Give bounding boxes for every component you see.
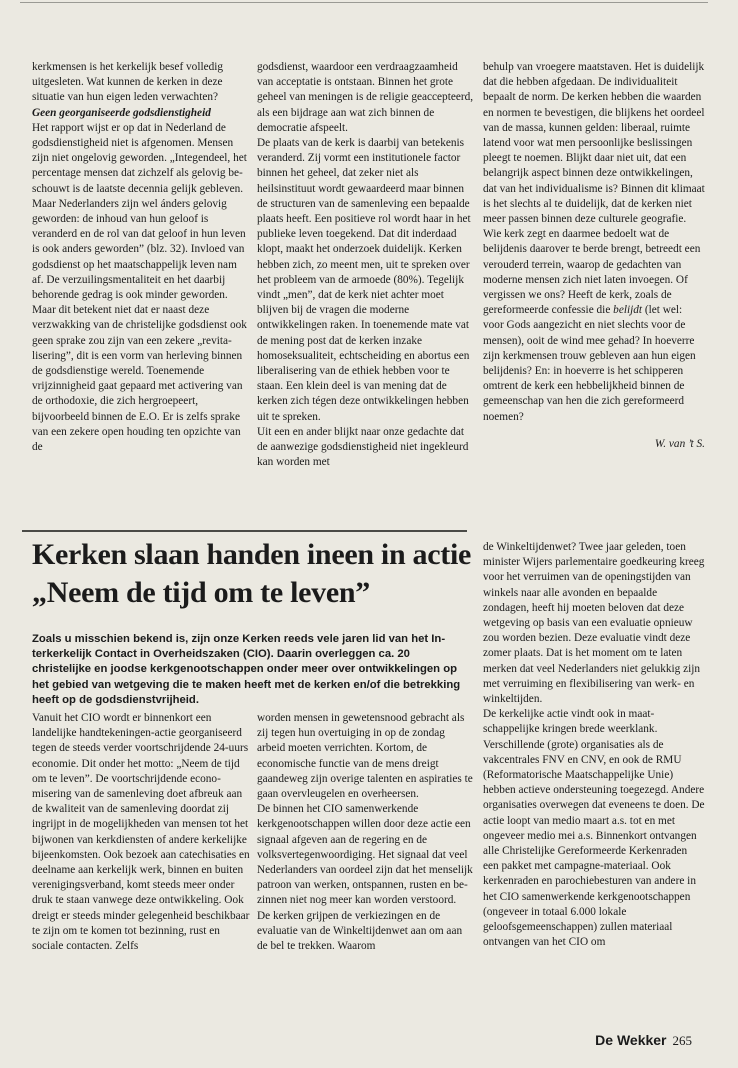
body-paragraph: Uit een en ander blijkt naar onze gedachte dat de aanwezige godsdienstigheid niet ingekleurd kan worden met [257, 425, 469, 469]
section-subheading: Geen georganiseerde godsdienstigheid [32, 106, 211, 119]
article-intro: Zoals u misschien bekend is, zijn onze Kerken reeds vele jaren lid van het Interkerkelijk Contact in Overheidszaken (CIO). Daarin overleggen ca. 20 christelijke en joodse kerkgenootschappen onder meer over ontwikkelingen op het gebied van wetgeving die te maken heeft met de kerken en/of die betrekking heeft op de godsdienstvrijheid. [32, 633, 461, 706]
body-paragraph [483, 60, 705, 425]
text-run: behulp van vroegere maatstaven. Het is duidelijk dat die hebben afgedaan. De individualiteit bepaalt de norm. De kerken hebben die waarden en normen te bevestigen, die blijkens het oordeel van de massa, kunnen gelden: liberaal, ruimte latend voor wat men persoonlijke beslissingen pleegt te noemen. Blijkt daar niet uit, dat een belangrijk aspect binnen deze ontwikkelingen, dat van het individualisme is? Binnen dit klimaat is het slechts al te duidelijk, dat de kerken niet meer passen binnen deze culturele geografie. Wie kerk zegt en daarmee bedoelt wat de belijdenis daarover te berde brengt, betreedt een verouderd terrein, waarop de gedachten van moderne mensen zich niet laten invoegen. Of vergissen we ons? Heeft de kerk, zoals de gereformeerde confessie die [483, 61, 705, 317]
body-paragraph: godsdienst, waardoor een verdraagzaamheid van acceptatie is ontstaan. Binnen het grote geheel van meningen is de religie geaccepteerd, als een bijdrage aan wat zich binnen de democratie afspeelt. [257, 61, 474, 134]
emphasis-text: belijdt [613, 304, 643, 317]
article1-column-2 [257, 60, 475, 470]
body-paragraph: de Winkeltijdenwet? Twee jaar geleden, toen minister Wijers parlementaire goedkeuring kreeg voor het verruimen van de openingstijden van winkels naar alle avonden en bepaalde zondagen, heeft hij moeten beloven dat deze wetgeving op basis van een evaluatie opnieuw zou worden bezien. Deze evaluatie vindt deze zomer plaats. Dat is het moment om te laten merken dat veel Nederlanders niet gelukkig zijn met verruiming en flexibilisering van werk- en winkeltijden. [483, 541, 705, 706]
article-divider [22, 530, 467, 532]
article1-column-1 [32, 60, 250, 455]
body-paragraph: De kerken grijpen de verkiezingen en de evaluatie van de Winkeltijdenwet aan om aan de bel te trekken. Waarom [257, 909, 463, 953]
body-paragraph: De plaats van de kerk is daarbij van betekenis veranderd. Zij vormt een institutionele factor binnen het geheel, dat zeker niet als heilsinstituut wordt gewaardeerd maar binnen de structuren van de samenleving een bepaalde plaats heeft. Een positieve rol wordt haar in het publieke leven toegekend. Dat dit inderdaad klopt, maakt het onderzoek duidelijk. Kerken hebben zich, zo meent men, uit te spreken over het probleem van de armoede (80%). Tegelijk vindt „men”, dat de kerk niet achter moet blijven bij de vragen die moderne ontwikkelingen raken. In toenemende mate vat de mening post dat de kerken inzake homoseksualiteit, echtscheiding en abortus een liberalisering van de ethiek hebben voor te staan. Een klein deel is van mening dat de kerken zich tégen deze ontwikkelingen hebben uit te spreken. [257, 137, 471, 423]
article-headline [32, 536, 472, 612]
headline-line-1: Kerken slaan handen ineen in actie [32, 538, 472, 571]
article2-column-3 [483, 540, 705, 950]
article1-column-3 [483, 60, 705, 452]
headline-line-2: „Neem de tijd om te leven” [32, 576, 370, 609]
body-paragraph: Vanuit het CIO wordt er binnenkort een landelijke handtekeningen-actie georganiseerd tegen de steeds verder voortschrijdende 24-uurs economie. Dit onder het motto: „Neem de tijd om te leven”. De voortschrijdende economisering van de samenleving doet afbreuk aan de kwaliteit van de samenleving doordat zij ingrijpt in de mogelijkheden van mensen tot het bijwonen van kerkdiensten of andere kerkelijke bijeenkomsten. Ook bezoek aan catechisaties en deelname aan kerkelijk werk, binnen en buiten verenigingsverband, komt steeds meer onder druk te staan vanwege deze ontwikkeling. Ook dreigt er steeds minder gelegenheid beschikbaar te zijn om te komen tot bezinning, rust en sociale contacten. Zelfs [32, 712, 250, 953]
publication-name: De Wekker [595, 1032, 667, 1048]
body-paragraph: De kerkelijke actie vindt ook in maatschappelijke kringen brede weerklank. Verschillende (grote) organisaties als de vakcentrales FNV en CNV, en ook de RMU (Reformatorische Maatschappelijke Unie) hebben actieve ondersteuning toegezegd. Andere organisaties overwegen dat eveneens te doen. De actie loopt van medio maart a.s. tot en met ongeveer medio mei a.s. Binnenkort ontvangen alle Christelijke Gereformeerde Kerkenraden een pakket met campagne-materiaal. Ook kerkenraden en parochiebesturen van andere in het CIO samenwerkende kerkgenootschappen (ongeveer in totaal 6.000 lokale geloofsgemeenschappen) zullen materiaal ontvangen van het CIO om [483, 708, 705, 949]
body-paragraph: Het rapport wijst er op dat in Nederland de godsdienstigheid niet is afgenomen. Mensen zijn niet ongelovig geworden. „Integendeel, het percentage mensen dat zichzelf als gelovig beschouwt is de laatste decennia gelijk gebleven. Maar Nederlanders zijn wel ánders gelovig geworden: de inhoud van hun geloof is veranderd en de rol van dat geloof in hun leven is ook anders geworden” (blz. 32). Invloed van godsdienst op het maatschappelijk leven nam af. De verzuilingsmentaliteit en het daarbij behorende gedrag is ook minder geworden. Maar dit betekent niet dat er naast deze verzwakking van de christelijke godsdienst ook geen sprake zou zijn van een zekere „revitalisering”, dit is een vorm van herleving binnen de godsdienstige wereld. Toenemende vrijzinnigheid gaat gepaard met activering van de orthodoxie, die zich hergroepeert, bijvoorbeeld binnen de E.O. Er is zelfs sprake van een zekere open houding ten opzichte van de [32, 121, 247, 454]
page-number: 265 [672, 1033, 692, 1048]
text-run: (let wel: voor Gods aangezicht en niet slechts voor de mensen), ooit de wind mee gehad? In hoeverre zijn kerkmensen trouw gebleven aan hun eigen belijdenis? En: in hoeverre is het schipperen omtrent de kerk een hebbelijkheid binnen de gemeenschap van hen die zich gereformeerd noemen? [483, 304, 696, 423]
page-footer [595, 1032, 692, 1049]
body-paragraph: worden mensen in gewetensnood gebracht als zij tegen hun overtuiging in op de zondag arbeid moeten verrichten. Kortom, de economische functie van de mens dreigt gaandeweg zijn overige talenten en aspiraties te gaan overvleugelen en overheersen. [257, 712, 473, 801]
article2-column-2 [257, 711, 475, 954]
body-paragraph: kerkmensen is het kerkelijk besef volledig uitgesleten. Wat kunnen de kerken in deze situatie van hun eigen leden verwachten? [32, 61, 224, 104]
body-paragraph: De binnen het CIO samenwerkende kerkgenootschappen willen door deze actie een signaal afgeven aan de regering en de volksvertegenwoordiging. Het signaal dat veel Nederlanders van oordeel zijn dat het menselijk patroon van werken, ontspannen, rusten en bezinnen niet nog meer kan worden verstoord. [257, 803, 473, 907]
top-divider [20, 2, 708, 3]
author-signature: W. van ’t S. [654, 437, 705, 450]
article2-column-1 [32, 711, 250, 954]
